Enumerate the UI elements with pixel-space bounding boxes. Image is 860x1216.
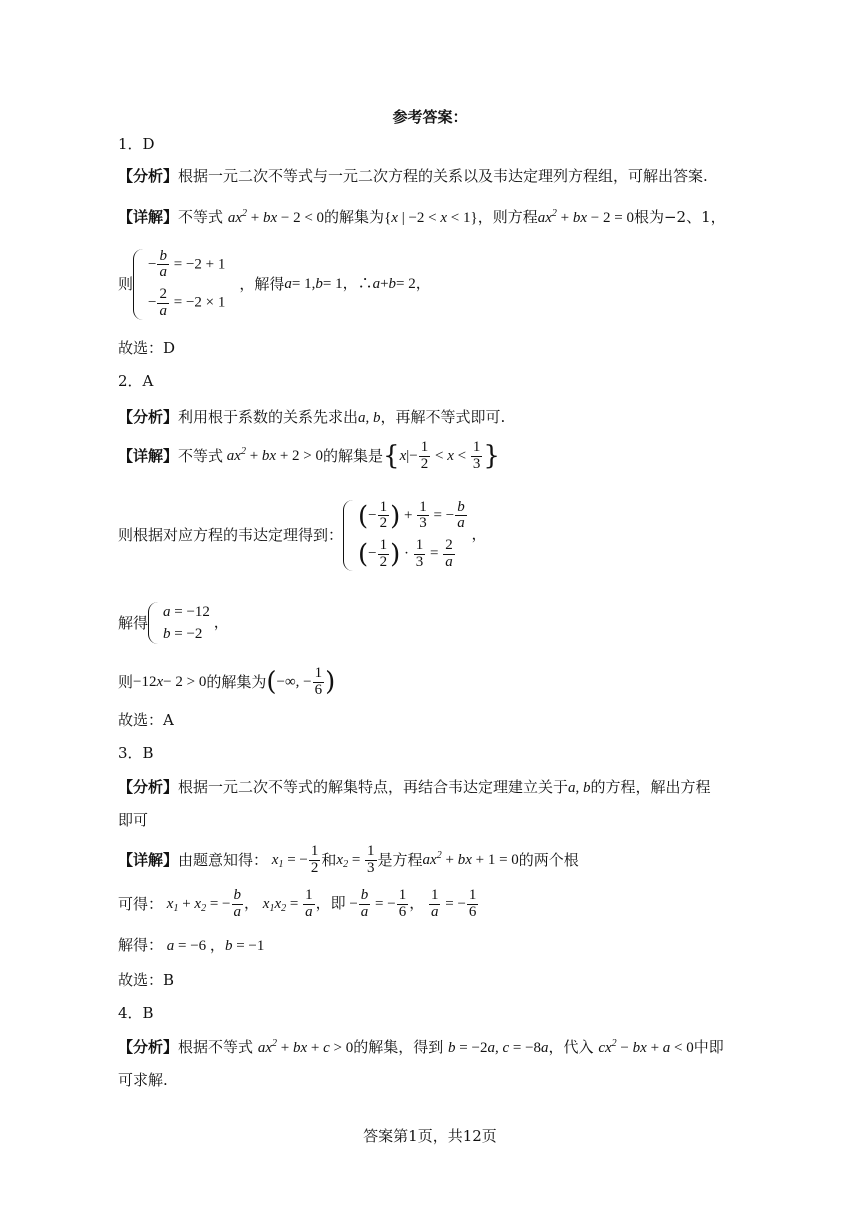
q2-detail-text: 不等式 [178,447,224,465]
q2-analysis: 【分析】利用根于系数的关系先求出a, b，再解不等式即可. [118,408,506,426]
q3-obtain: 可得： $x_1$ + $x_2$ = − $\frac{b}{a}$ ， $x_1x_2$ = $\frac{1}{a}$ ，即 − $\frac{b}{a}$ = − $\frac{1}{6}$ ， $\frac{1}{a}$ = − $\frac{1}{6}$ [118,886,477,920]
q4-analysis-text: 的解集，得到 [353,1038,444,1056]
q1-then: 则 [118,275,134,293]
q4-analysis-text: ，代入 [548,1038,594,1056]
q4-analysis-1: 【分析】根据不等式 $ax^2$ + bx + c > 0的解集，得到 b = −2a, c = −8a，代入 $cx^2$ − bx + a < 0中即 [118,1038,724,1056]
q1-answer: 1．D [118,135,155,153]
page-footer: 答案第1页，共12页 [363,1127,497,1145]
q4-analysis-2: 可求解. [118,1071,168,1089]
q4-analysis-tag: 【分析】 [118,1038,179,1056]
q1-detail-text: 根为−2、1， [633,208,726,226]
q3-analysis-2: 即可 [118,811,149,829]
q4-analysis-text: 中即 [693,1038,724,1056]
q2-detail-text: 的解集是 [323,447,384,465]
q1-analysis-tag: 【分析】 [118,167,179,185]
q3-detail-text: 是方程 [377,851,423,869]
q2-equation-system: (− $\frac{1}{2}$ ) + $\frac{1}{3}$ = − $\frac{b}{a}$ (− $\frac{1}{2}$ ) · $\frac{1}{3}$ = $\frac{2}{a}$ [343,500,468,571]
q1-detail: 【详解】不等式 $ax^2$ + bx − 2 < 0的解集为{x | −2 < x < 1}，则方程$ax^2$ + bx − 2 = 0根为−2、1， [118,208,726,226]
q2-solve-system: a = −12 b = −2 [148,602,210,644]
q3-analysis-text: 根据一元二次不等式的解集特点，再结合韦达定理建立关于 [178,778,569,796]
q3-obtain-label: 可得： [118,895,164,913]
q2-detail-tag: 【详解】 [118,447,179,465]
q2-final: 故选：A [118,711,174,729]
q3-detail-tag: 【详解】 [118,851,179,869]
q4-analysis-text: 根据不等式 [178,1038,254,1056]
q1-detail-text: 不等式 [178,208,224,226]
q1-detail-text: 的解集为 [324,208,385,226]
q1-analysis-text: 根据一元二次不等式与一元二次方程的关系以及韦达定理列方程组，可解出答案. [178,167,708,185]
q1-analysis [118,166,708,186]
q1-solve-text: ，解得 [239,275,285,293]
q1-detail-text: ，则方程 [477,208,538,226]
q2-vieta-text: 则根据对应方程的韦达定理得到： [118,526,344,544]
q3-analysis-text: 的方程，解出方程 [590,778,711,796]
q2-vieta: 则根据对应方程的韦达定理得到： (− $\frac{1}{2}$ ) + $\frac{1}{3}$ = − $\frac{b}{a}$ (− $\frac{1}{2}$ ) · $\frac{1}{3}$ = $\frac{2}{a}$ ， [118,498,487,570]
q2-analysis-text: 利用根于系数的关系先求出 [178,408,359,426]
q3-detail: 【详解】 由题意知得： $x_1$ = − $\frac{1}{2}$ 和 $x_2$ = $\frac{1}{3}$ 是方程 $ax^2$ + bx + 1 = 0 的两个根 [118,842,579,876]
q2-analysis-text: ，再解不等式即可. [380,408,506,426]
q3-detail-text: 和 [321,851,337,869]
q2-then-text: 则 [118,673,134,691]
q3-detail-text: 由题意知得： [178,851,269,869]
q1-detail-tag: 【详解】 [118,208,179,226]
q1-final: 故选：D [118,339,176,357]
q1-equation-system: − $\frac{b}{a}$ = −2 + 1 − $\frac{2}{a}$ = −2 × 1 [133,249,225,320]
q3-answer: 3．B [118,744,154,762]
q2-then-text: 的解集为 [206,673,267,691]
q2-answer: 2．A [118,372,154,390]
q3-solve-label: 解得： [118,936,164,954]
page-heading: 参考答案： [392,108,468,126]
q4-answer: 4．B [118,1004,154,1022]
q2-detail: 【详解】 不等式 $ax^2$ + bx + 2 > 0 的解集是 { x |− $\frac{1}{2}$ < x < $\frac{1}{3}$ } [118,438,500,472]
q3-final: 故选：B [118,971,175,989]
q3-analysis-tag: 【分析】 [118,778,179,796]
q3-analysis-1: 【分析】根据一元二次不等式的解集特点，再结合韦达定理建立关于a, b的方程，解出方程 [118,778,711,796]
q1-system: 则 − $\frac{b}{a}$ = −2 + 1 − $\frac{2}{a}$ = −2 × 1 ，解得 a = 1, b = 1，∴ a + b = 2， [118,247,431,319]
q2-solve-label: 解得 [118,614,149,632]
q2-solve: 解得 a = −12 b = −2 ， [118,604,229,642]
q3-solve: 解得： a = −6 ，b = −1 [118,936,265,954]
q2-analysis-tag: 【分析】 [118,408,179,426]
q3-detail-text: 的两个根 [518,851,579,869]
q2-then: 则 −12 x − 2 > 0 的解集为 ( −∞, − $\frac{1}{6}$ ) [118,664,336,698]
